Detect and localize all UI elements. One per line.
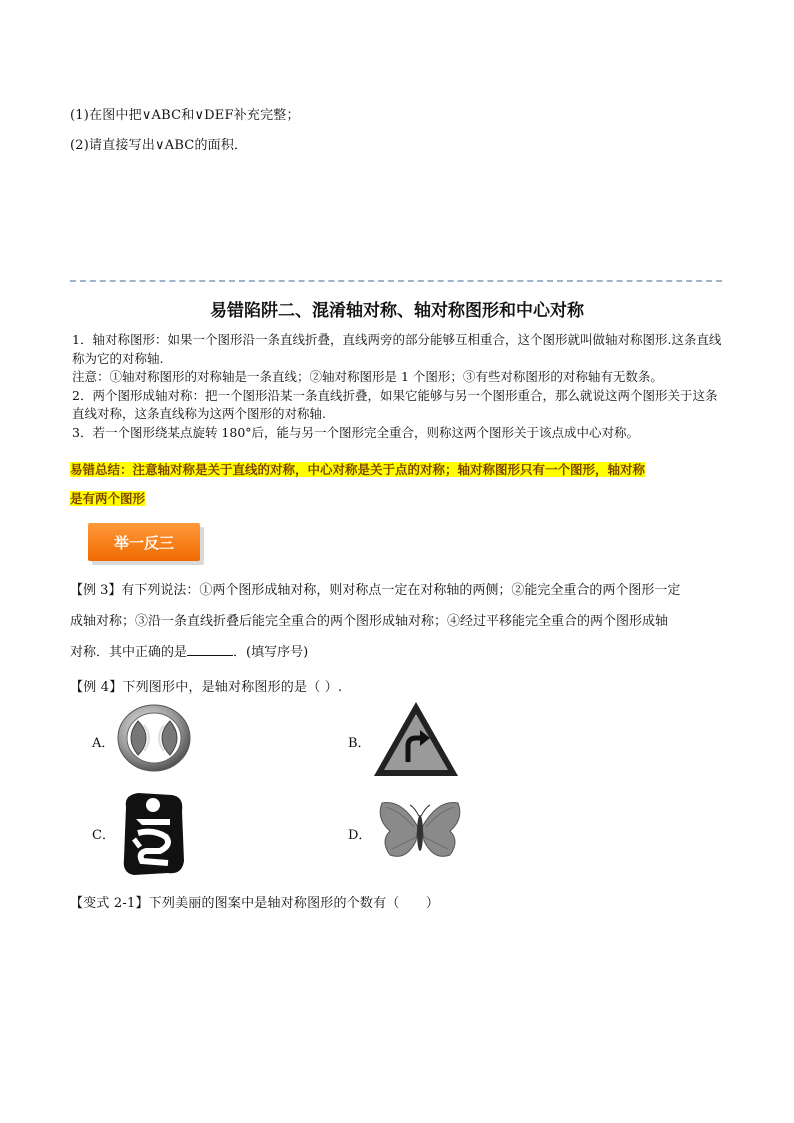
example-3-line-3-post: ．(填写序号) <box>233 645 309 660</box>
practice-badge <box>88 523 200 561</box>
knowledge-points <box>72 331 724 442</box>
example-3-line-3-pre: 对称．其中正确的是 <box>70 645 188 660</box>
seal-emblem-icon[interactable] <box>120 789 188 877</box>
mistake-summary-line-2: 是有两个图形 <box>70 491 146 506</box>
example-3 <box>70 575 726 668</box>
practice-badge-label: 举一反三 <box>113 533 174 552</box>
mistake-summary <box>70 455 722 513</box>
knowledge-point-3: 3．若一个图形绕某点旋转 180°后，能与另一个图形完全重合，则称这两个图形关于该点成中心对称。 <box>72 424 640 440</box>
example-4-stem: 【例 4】下列图形中，是轴对称图形的是（ ）. <box>70 680 343 695</box>
mistake-summary-line-1: 易错总结：注意轴对称是关于直线的对称，中心对称是关于点的对称；轴对称图形只有一个图形，轴对称 <box>70 462 646 477</box>
answer-blank[interactable] <box>187 641 233 656</box>
variant-2-1-stem: 【变式 2-1】下列美丽的图案中是轴对称图形的个数有（ ） <box>70 896 440 911</box>
option-a-label: A． <box>92 736 115 751</box>
section-divider <box>70 280 722 282</box>
option-c-label: C． <box>92 828 115 843</box>
option-b-label: B． <box>348 736 371 751</box>
knowledge-note: 注意：①轴对称图形的对称轴是一条直线；②轴对称图形是 1 个图形；③有些对称图形的对称轴有无数条。 <box>72 369 663 384</box>
butterfly-icon[interactable] <box>376 797 464 869</box>
knowledge-point-2: 2．两个图形成轴对称：把一个图形沿某一条直线折叠，如果它能够与另一个图形重合，那么就说这两个图形关于这条直线对称，这条直线称为这两个图形的对称轴. <box>72 387 718 421</box>
car-logo-icon[interactable] <box>116 703 192 773</box>
example-3-line-1: 【例 3】有下列说法：①两个图形成轴对称，则对称点一定在对称轴的两侧；②能完全重合的两个图形一定 <box>70 583 681 598</box>
example-3-line-2: 成轴对称；③沿一条直线折叠后能完全重合的两个图形成轴对称；④经过平移能完全重合的两个图形成轴 <box>70 614 669 629</box>
warning-sign-icon[interactable] <box>372 700 460 778</box>
option-d-label: D． <box>348 828 372 843</box>
question-2: (2)请直接写出∨ABC的面积． <box>70 138 248 153</box>
section-title: 易错陷阱二、混淆轴对称、轴对称图形和中心对称 <box>210 301 584 321</box>
example-3-line-3 <box>70 637 726 668</box>
question-1: (1)在图中把∨ABC和∨DEF补充完整； <box>70 108 300 123</box>
knowledge-point-1: 1．轴对称图形：如果一个图形沿一条直线折叠，直线两旁的部分能够互相重合，这个图形就叫做轴对称图形.这条直线称为它的对称轴. <box>72 332 722 366</box>
